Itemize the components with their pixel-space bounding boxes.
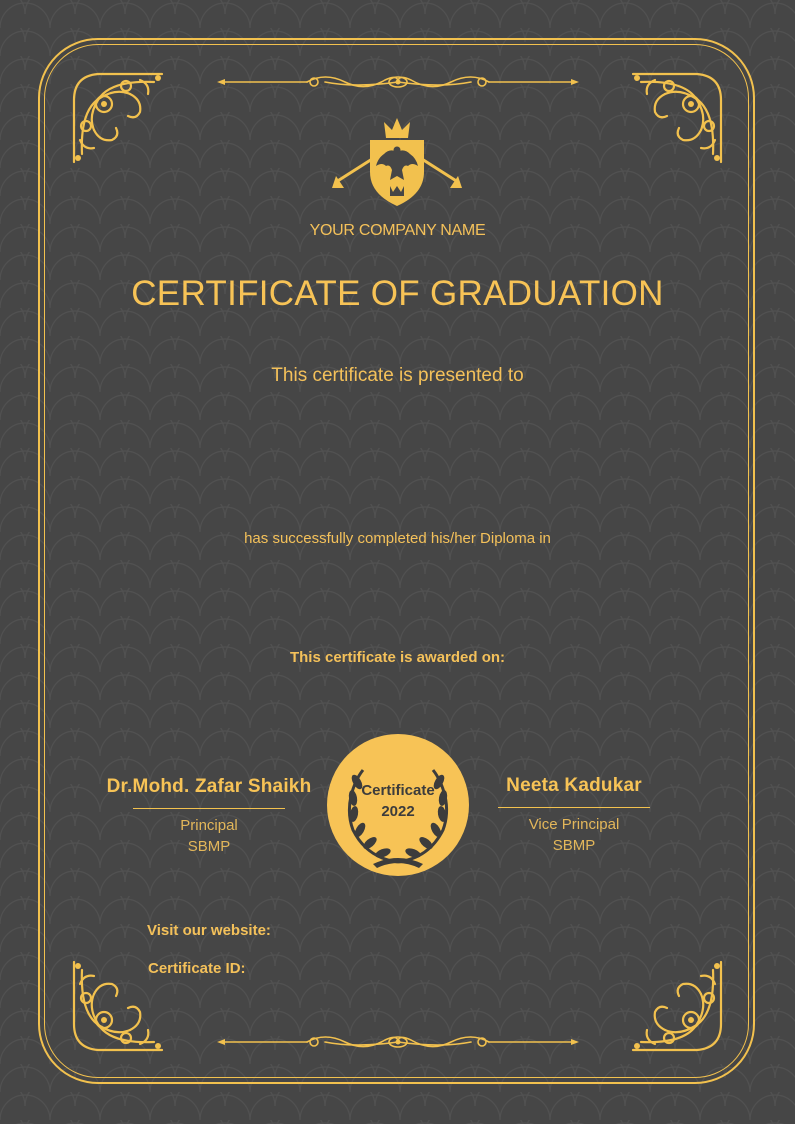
certificate-id-label: Certificate ID: [148, 960, 246, 977]
signatory-organization: SBMP [187, 838, 231, 855]
awarded-on-label: This certificate is awarded on: [289, 649, 506, 666]
bottom-flourish-icon [215, 1030, 581, 1054]
seal-year: 2022 [381, 803, 415, 820]
signatory-role: Principal [180, 817, 238, 834]
signatory-role: Vice Principal [528, 816, 620, 833]
signature-line [498, 807, 650, 808]
corner-ornament-icon [70, 70, 166, 166]
presented-to-text: This certificate is presented to [271, 365, 524, 386]
signatory-left [84, 776, 334, 857]
signatory-name: Neeta Kadukar [506, 775, 642, 796]
eagle-crest-icon [330, 114, 464, 210]
signatory-name: Dr.Mohd. Zafar Shaikh [106, 776, 312, 797]
certificate-title: CERTIFICATE OF GRADUATION [131, 274, 664, 313]
top-flourish-icon [215, 70, 581, 94]
corner-ornament-icon [629, 70, 725, 166]
completed-text: has successfully completed his/her Diploma in [244, 530, 551, 547]
signatory-right [449, 775, 699, 856]
company-name: YOUR COMPANY NAME [309, 222, 486, 239]
signature-line [133, 808, 285, 809]
corner-ornament-icon [629, 958, 725, 1054]
website-label: Visit our website: [147, 922, 271, 939]
seal-label: Certificate [361, 782, 435, 799]
signatory-organization: SBMP [552, 837, 596, 854]
